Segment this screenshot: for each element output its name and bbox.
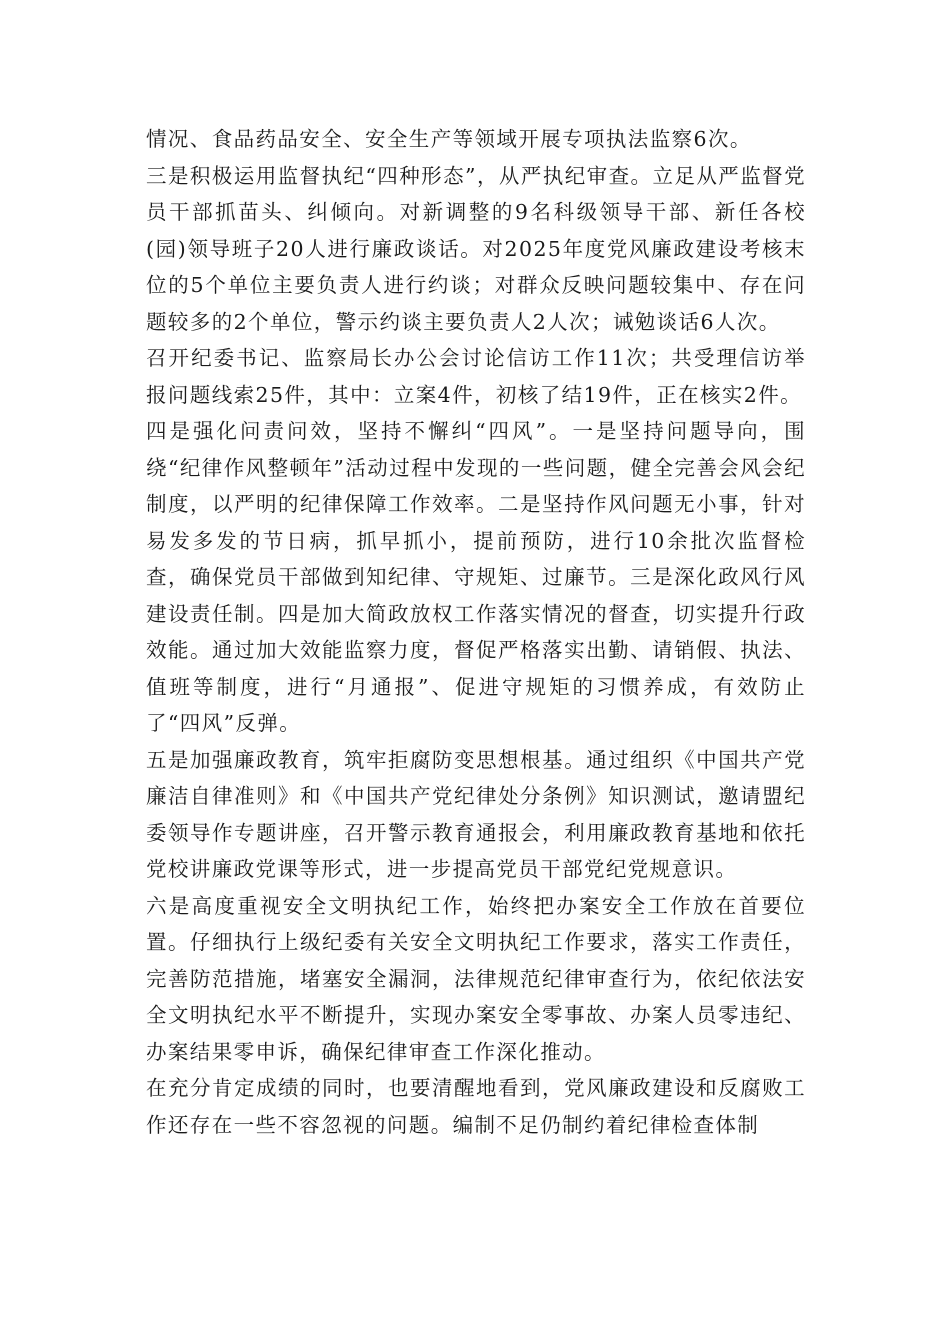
paragraph: 六是高度重视安全文明执纪工作，始终把办案安全工作放在首要位置。仔细执行上级纪委有关安全文明执纪工作要求，落实工作责任，完善防范措施，堵塞安全漏洞，法律规范纪律审查行为，依纪依法安全文明执纪水平不断提升，实现办案安全零事故、办案人员零违纪、办案结果零申诉，确保纪律审查工作深化推动。 <box>146 893 806 1064</box>
paragraph: 在充分肯定成绩的同时，也要清醒地看到，党风廉政建设和反腐败工作还存在一些不容忽视的问题。编制不足仍制约着纪律检查体制 <box>146 1076 806 1137</box>
paragraph: 召开纪委书记、监察局长办公会讨论信访工作11次；共受理信访举报问题线索25件，其中：立案4件，初核了结19件，正在核实2件。 <box>146 346 806 407</box>
document-body <box>146 121 806 1143</box>
paragraph: 五是加强廉政教育，筑牢拒腐防变思想根基。通过组织《中国共产党廉洁自律准则》和《中国共产党纪律处分条例》知识测试，邀请盟纪委领导作专题讲座，召开警示教育通报会，利用廉政教育基地和依托党校讲廉政党课等形式，进一步提高党员干部党纪党规意识。 <box>146 747 806 881</box>
paragraph: 四是强化问责问效，坚持不懈纠“四风”。一是坚持问题导向，围绕“纪律作风整顿年”活动过程中发现的一些问题，健全完善会风会纪制度，以严明的纪律保障工作效率。二是坚持作风问题无小事，针对易发多发的节日病，抓早抓小，提前预防，进行10余批次监督检查，确保党员干部做到知纪律、守规矩、过廉节。三是深化政风行风建设责任制。四是加大简政放权工作落实情况的督查，切实提升行政效能。通过加大效能监察力度，督促严格落实出勤、请销假、执法、值班等制度，进行“月通报”、促进守规矩的习惯养成，有效防止了“四风”反弹。 <box>146 419 806 735</box>
paragraph: 三是积极运用监督执纪“四种形态”，从严执纪审查。立足从严监督党员干部抓苗头、纠倾向。对新调整的9名科级领导干部、新任各校(园)领导班子20人进行廉政谈话。对2025年度党风廉政建设考核末位的5个单位主要负责人进行约谈；对群众反映问题较集中、存在问题较多的2个单位，警示约谈主要负责人2人次；诫勉谈话6人次。 <box>146 163 806 334</box>
paragraph: 情况、食品药品安全、安全生产等领域开展专项执法监察6次。 <box>146 127 752 151</box>
